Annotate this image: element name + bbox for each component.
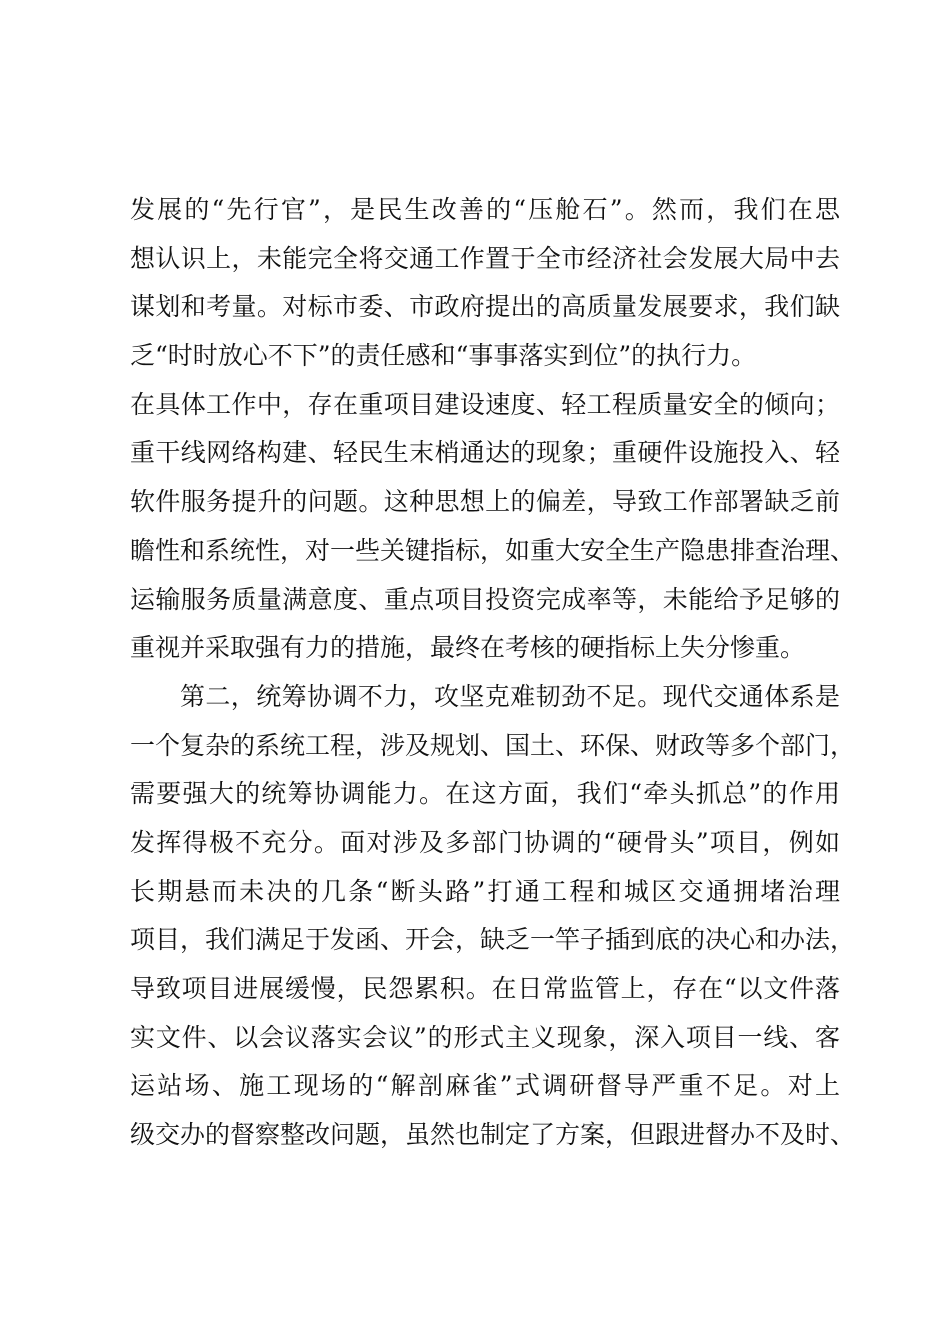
text-line: 需要强大的统筹协调能力。在这方面，我们“牵头抓总”的作用 bbox=[130, 779, 840, 809]
text-line: 谋划和考量。对标市委、市政府提出的高质量发展要求，我们缺 bbox=[130, 292, 840, 322]
paragraph-start-line: 第二，统筹协调不力，攻坚克难韧劲不足。现代交通体系是 bbox=[180, 681, 840, 711]
paragraph-end-line: 重视并采取强有力的措施，最终在考核的硬指标上失分惨重。 bbox=[130, 633, 806, 663]
text-line: 软件服务提升的问题。这种思想上的偏差，导致工作部署缺乏前 bbox=[130, 487, 840, 517]
text-line: 发展的“先行官”，是民生改善的“压舱石”。然而，我们在思 bbox=[130, 195, 840, 224]
text-line: 导致项目进展缓慢，民怨累积。在日常监管上，存在“以文件落 bbox=[130, 974, 840, 1003]
text-line: 发挥得极不充分。面对涉及多部门协调的“硬骨头”项目，例如 bbox=[130, 827, 840, 857]
text-line: 一个复杂的系统工程，涉及规划、国土、环保、财政等多个部门， bbox=[130, 730, 856, 760]
text-line: 想认识上，未能完全将交通工作置于全市经济社会发展大局中去 bbox=[130, 243, 840, 273]
text-line: 级交办的督察整改问题，虽然也制定了方案，但跟进督办不及时、 bbox=[130, 1120, 856, 1150]
body-text bbox=[130, 186, 856, 1160]
text-line: 运输服务质量满意度、重点项目投资完成率等，未能给予足够的 bbox=[130, 584, 840, 614]
text-line: 瞻性和系统性，对一些关键指标，如重大安全生产隐患排查治理、 bbox=[130, 535, 856, 565]
text-line: 实文件、以会议落实会议”的形式主义现象，深入项目一线、客 bbox=[130, 1022, 840, 1052]
text-line: 乏“时时放心不下”的责任感和“事事落实到位”的执行力。 bbox=[130, 341, 757, 371]
text-line: 在具体工作中，存在重项目建设速度、轻工程质量安全的倾向； bbox=[130, 389, 840, 419]
text-line: 运站场、施工现场的“解剖麻雀”式调研督导严重不足。对上 bbox=[130, 1071, 840, 1101]
text-line: 长期悬而未决的几条“断头路”打通工程和城区交通拥堵治理 bbox=[130, 876, 840, 906]
text-line: 重干线网络构建、轻民生末梢通达的现象；重硬件设施投入、轻 bbox=[130, 438, 840, 468]
text-line: 项目，我们满足于发函、开会，缺乏一竿子插到底的决心和办法， bbox=[130, 925, 856, 955]
